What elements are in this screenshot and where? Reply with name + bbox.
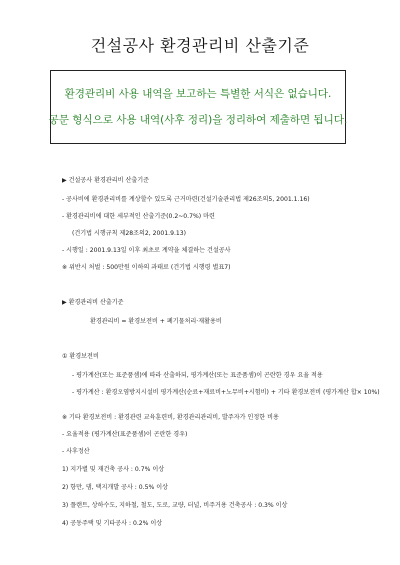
- list-item: (건기법 시행규칙 제28조의2, 2001.9.13): [72, 230, 187, 237]
- list-item: - 요율적용 (평가계산(표준품셈)이 곤란한 경우): [62, 431, 188, 438]
- page-title: 건설공사 환경관리비 산출기준: [90, 36, 310, 55]
- formula: 환경관리비 = 환경보전비 + 폐기물처리·재활용비: [90, 318, 222, 325]
- list-item: 4) 공동주택 및 기타공사 : 0.2% 이상: [62, 520, 163, 527]
- section-heading: ▶ 건설공사 환경관리비 산출기준: [62, 177, 150, 184]
- list-item: 2) 항만, 댐, 택지개발 공사 : 0.5% 이상: [62, 484, 168, 491]
- list-item: - 공사비에 환경관리비를 계상할수 있도록 근거마련(건설기술관리법 제26조의5, 2001.1.16): [62, 196, 310, 203]
- list-item: ※ 기타 환경보전비 : 환경관련 교육훈련비, 환경관리관리비, 발주자가 인정한 비용: [62, 414, 279, 421]
- notice-line-1: 환경관리비 사용 내역을 보고하는 특별한 서식은 없습니다.: [64, 88, 332, 100]
- section-heading: ▶ 환경관리비 산출기준: [62, 299, 124, 306]
- list-item: - 평가계산(또는 표준품셈)에 따라 산출하되, 평가계산(또는 표준품셈)이 곤란한 경우 요율 적용: [72, 372, 323, 379]
- list-item: - 평가계산 : 환경오염방지시설비 평가계산(순료+재료비+노무비+시험비) + 기타 환경보전비 (평가계산 합× 10%): [72, 389, 380, 396]
- list-item: - 사후정산: [62, 448, 90, 455]
- notice-line-2: 공문 형식으로 사용 내역(사후 정리)을 정리하여 제출하면 됩니다.: [48, 114, 348, 126]
- list-item: - 환경관리비에 대한 세부적인 산출기준(0.2~0.7%) 마련: [62, 213, 215, 220]
- list-item: ※ 위반시 처벌 : 500만원 이하의 과태료 (건기법 시행령 별표7): [62, 264, 231, 271]
- notice-box: [50, 70, 346, 144]
- section-heading: ① 환경보전비: [62, 353, 99, 360]
- list-item: 3) 플랜트, 상하수도, 지하철, 철도, 도로, 교량, 터널, 비주거용 건축공사 : 0.3% 이상: [62, 502, 288, 509]
- list-item: 1) 지가별 및 재건축 공사 : 0.7% 이상: [62, 466, 165, 473]
- list-item: - 시행일 : 2001.9.13일 이후 최초로 계약을 체결하는 건설공사: [62, 247, 231, 254]
